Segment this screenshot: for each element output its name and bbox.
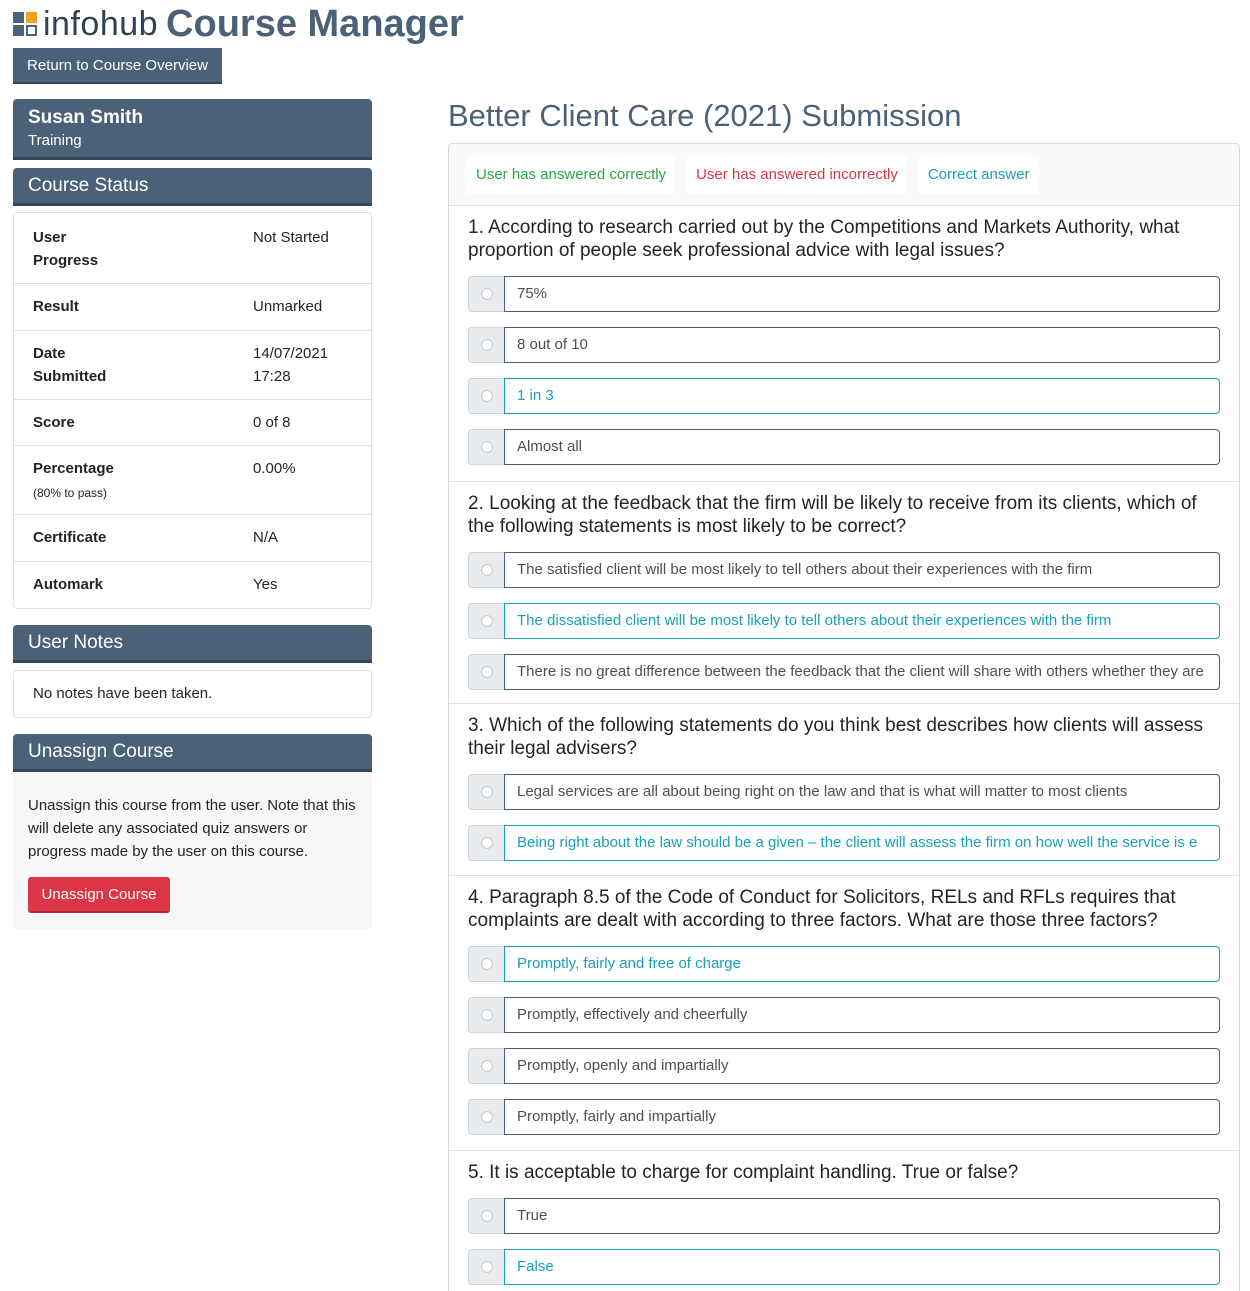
answer-option[interactable] xyxy=(468,327,1220,363)
answer-text: Promptly, fairly and free of charge xyxy=(504,946,1220,982)
status-row-result xyxy=(14,284,371,331)
status-row-score xyxy=(14,400,371,446)
radio-cell xyxy=(468,825,504,861)
left-sidebar xyxy=(13,99,372,929)
radio-button-icon[interactable] xyxy=(481,339,493,351)
status-row-certificate xyxy=(14,515,371,562)
infohub-logo-icon xyxy=(13,12,37,36)
status-value: 0 of 8 xyxy=(253,414,291,431)
radio-cell xyxy=(468,378,504,414)
status-label: Date Submitted xyxy=(33,345,107,385)
answer-option[interactable] xyxy=(468,276,1220,312)
radio-button-icon[interactable] xyxy=(481,1009,493,1021)
radio-cell xyxy=(468,1249,504,1285)
radio-cell xyxy=(468,774,504,810)
answer-text: 75% xyxy=(504,276,1220,312)
answer-text: The dissatisfied client will be most likely to tell others about their experiences with the firm xyxy=(504,603,1220,639)
answer-option-correct[interactable] xyxy=(468,378,1220,414)
radio-cell xyxy=(468,327,504,363)
answer-option[interactable] xyxy=(468,1099,1220,1135)
question-text: 2. Looking at the feedback that the firm will be likely to receive from its clients, which of the following statements is most likely to be correct? xyxy=(468,493,1197,537)
radio-button-icon[interactable] xyxy=(481,1261,493,1273)
status-label-text: Percentage xyxy=(33,460,114,477)
answer-option[interactable] xyxy=(468,774,1220,810)
radio-button-icon[interactable] xyxy=(481,958,493,970)
answer-text: Promptly, effectively and cheerfully xyxy=(504,997,1220,1033)
status-row-user-progress xyxy=(14,213,371,284)
radio-cell xyxy=(468,1099,504,1135)
radio-button-icon[interactable] xyxy=(481,1210,493,1222)
radio-cell xyxy=(468,1198,504,1234)
legend-incorrect: User has answered incorrectly xyxy=(687,156,907,194)
unassign-course-heading: Unassign Course xyxy=(13,734,372,772)
answer-text: Promptly, fairly and impartially xyxy=(504,1099,1220,1135)
user-role: Training xyxy=(28,132,82,149)
unassign-course-panel xyxy=(13,772,372,929)
answer-text: There is no great difference between the feedback that the client will share with others whether they are xyxy=(504,654,1220,690)
question-4 xyxy=(449,876,1239,1151)
radio-button-icon[interactable] xyxy=(481,1111,493,1123)
status-label: Automark xyxy=(33,576,104,593)
radio-cell xyxy=(468,603,504,639)
answer-text: Promptly, openly and impartially xyxy=(504,1048,1220,1084)
answer-text: The satisfied client will be most likely to tell others about their experiences with the firm xyxy=(504,552,1220,588)
status-value: Yes xyxy=(253,576,278,593)
answer-legend xyxy=(449,144,1239,206)
answer-option[interactable] xyxy=(468,654,1220,690)
status-label: Score xyxy=(33,414,75,431)
question-1 xyxy=(449,206,1239,482)
status-value: N/A xyxy=(253,529,279,546)
answer-text: True xyxy=(504,1198,1220,1234)
answer-text: Being right about the law should be a given – the client will assess the firm on how well the service is e xyxy=(504,825,1220,861)
status-label: Result xyxy=(33,298,79,315)
status-row-date-submitted xyxy=(14,331,371,400)
answer-option-correct[interactable] xyxy=(468,825,1220,861)
status-label xyxy=(33,457,253,514)
logo-wordmark: infohub xyxy=(43,4,159,43)
radio-button-icon[interactable] xyxy=(481,288,493,300)
answer-option[interactable] xyxy=(468,429,1220,465)
unassign-description: Unassign this course from the user. Note that this will delete any associated quiz answers or progress made by the user on this course. xyxy=(28,797,356,860)
answer-option-correct[interactable] xyxy=(468,946,1220,982)
question-2 xyxy=(449,482,1239,704)
status-value: Unmarked xyxy=(253,298,323,315)
question-text: 5. It is acceptable to charge for complaint handling. True or false? xyxy=(468,1162,1019,1183)
unassign-course-button[interactable]: Unassign Course xyxy=(28,877,170,913)
status-value: Not Started xyxy=(253,229,329,246)
user-card xyxy=(13,99,372,160)
answer-text: 8 out of 10 xyxy=(504,327,1220,363)
user-notes-box: No notes have been taken. xyxy=(13,670,372,718)
answer-option[interactable] xyxy=(468,1198,1220,1234)
radio-cell xyxy=(468,946,504,982)
status-label: User Progress xyxy=(33,229,99,269)
radio-button-icon[interactable] xyxy=(481,1060,493,1072)
radio-cell xyxy=(468,276,504,312)
radio-cell xyxy=(468,654,504,690)
radio-button-icon[interactable] xyxy=(481,390,493,402)
answer-text: Almost all xyxy=(504,429,1220,465)
answer-option-correct[interactable] xyxy=(468,603,1220,639)
answer-option[interactable] xyxy=(468,997,1220,1033)
radio-button-icon[interactable] xyxy=(481,837,493,849)
answer-option[interactable] xyxy=(468,1048,1220,1084)
question-3 xyxy=(449,704,1239,876)
status-label: Certificate xyxy=(33,529,107,546)
question-text: 1. According to research carried out by the Competitions and Markets Authority, what proportion of people seek professional advice with legal issues? xyxy=(468,217,1180,261)
radio-button-icon[interactable] xyxy=(481,564,493,576)
radio-button-icon[interactable] xyxy=(481,666,493,678)
radio-cell xyxy=(468,1048,504,1084)
radio-cell xyxy=(468,552,504,588)
answer-option[interactable] xyxy=(468,552,1220,588)
answer-text: Legal services are all about being right on the law and that is what will matter to most clients xyxy=(504,774,1220,810)
radio-cell xyxy=(468,429,504,465)
question-text: 4. Paragraph 8.5 of the Code of Conduct for Solicitors, RELs and RFLs requires that complaints are dealt with according to three factors. What are those three factors? xyxy=(468,887,1176,931)
radio-button-icon[interactable] xyxy=(481,786,493,798)
answer-option-correct[interactable] xyxy=(468,1249,1220,1285)
question-5 xyxy=(449,1151,1239,1285)
user-notes-heading: User Notes xyxy=(13,625,372,663)
submission-card xyxy=(448,143,1240,1291)
question-text: 3. Which of the following statements do you think best describes how clients will assess their legal advisers? xyxy=(468,715,1204,759)
course-status-table xyxy=(13,212,372,609)
answer-text: False xyxy=(504,1249,1220,1285)
status-row-percentage xyxy=(14,446,371,515)
course-status-heading: Course Status xyxy=(13,168,372,206)
submission-title: Better Client Care (2021) Submission xyxy=(448,98,962,133)
legend-correct: User has answered correctly xyxy=(467,156,675,194)
pass-threshold-note: (80% to pass) xyxy=(33,486,108,500)
return-to-course-overview-button[interactable]: Return to Course Overview xyxy=(13,48,222,84)
status-row-automark xyxy=(14,562,371,608)
status-value: 14/07/2021 17:28 xyxy=(253,345,329,385)
radio-cell xyxy=(468,997,504,1033)
radio-button-icon[interactable] xyxy=(481,615,493,627)
app-title: Course Manager xyxy=(166,2,464,45)
radio-button-icon[interactable] xyxy=(481,441,493,453)
answer-text: 1 in 3 xyxy=(504,378,1220,414)
status-value: 0.00% xyxy=(253,460,296,477)
brand xyxy=(13,4,464,44)
legend-correct-answer: Correct answer xyxy=(919,156,1039,194)
user-name: Susan Smith xyxy=(28,107,144,128)
